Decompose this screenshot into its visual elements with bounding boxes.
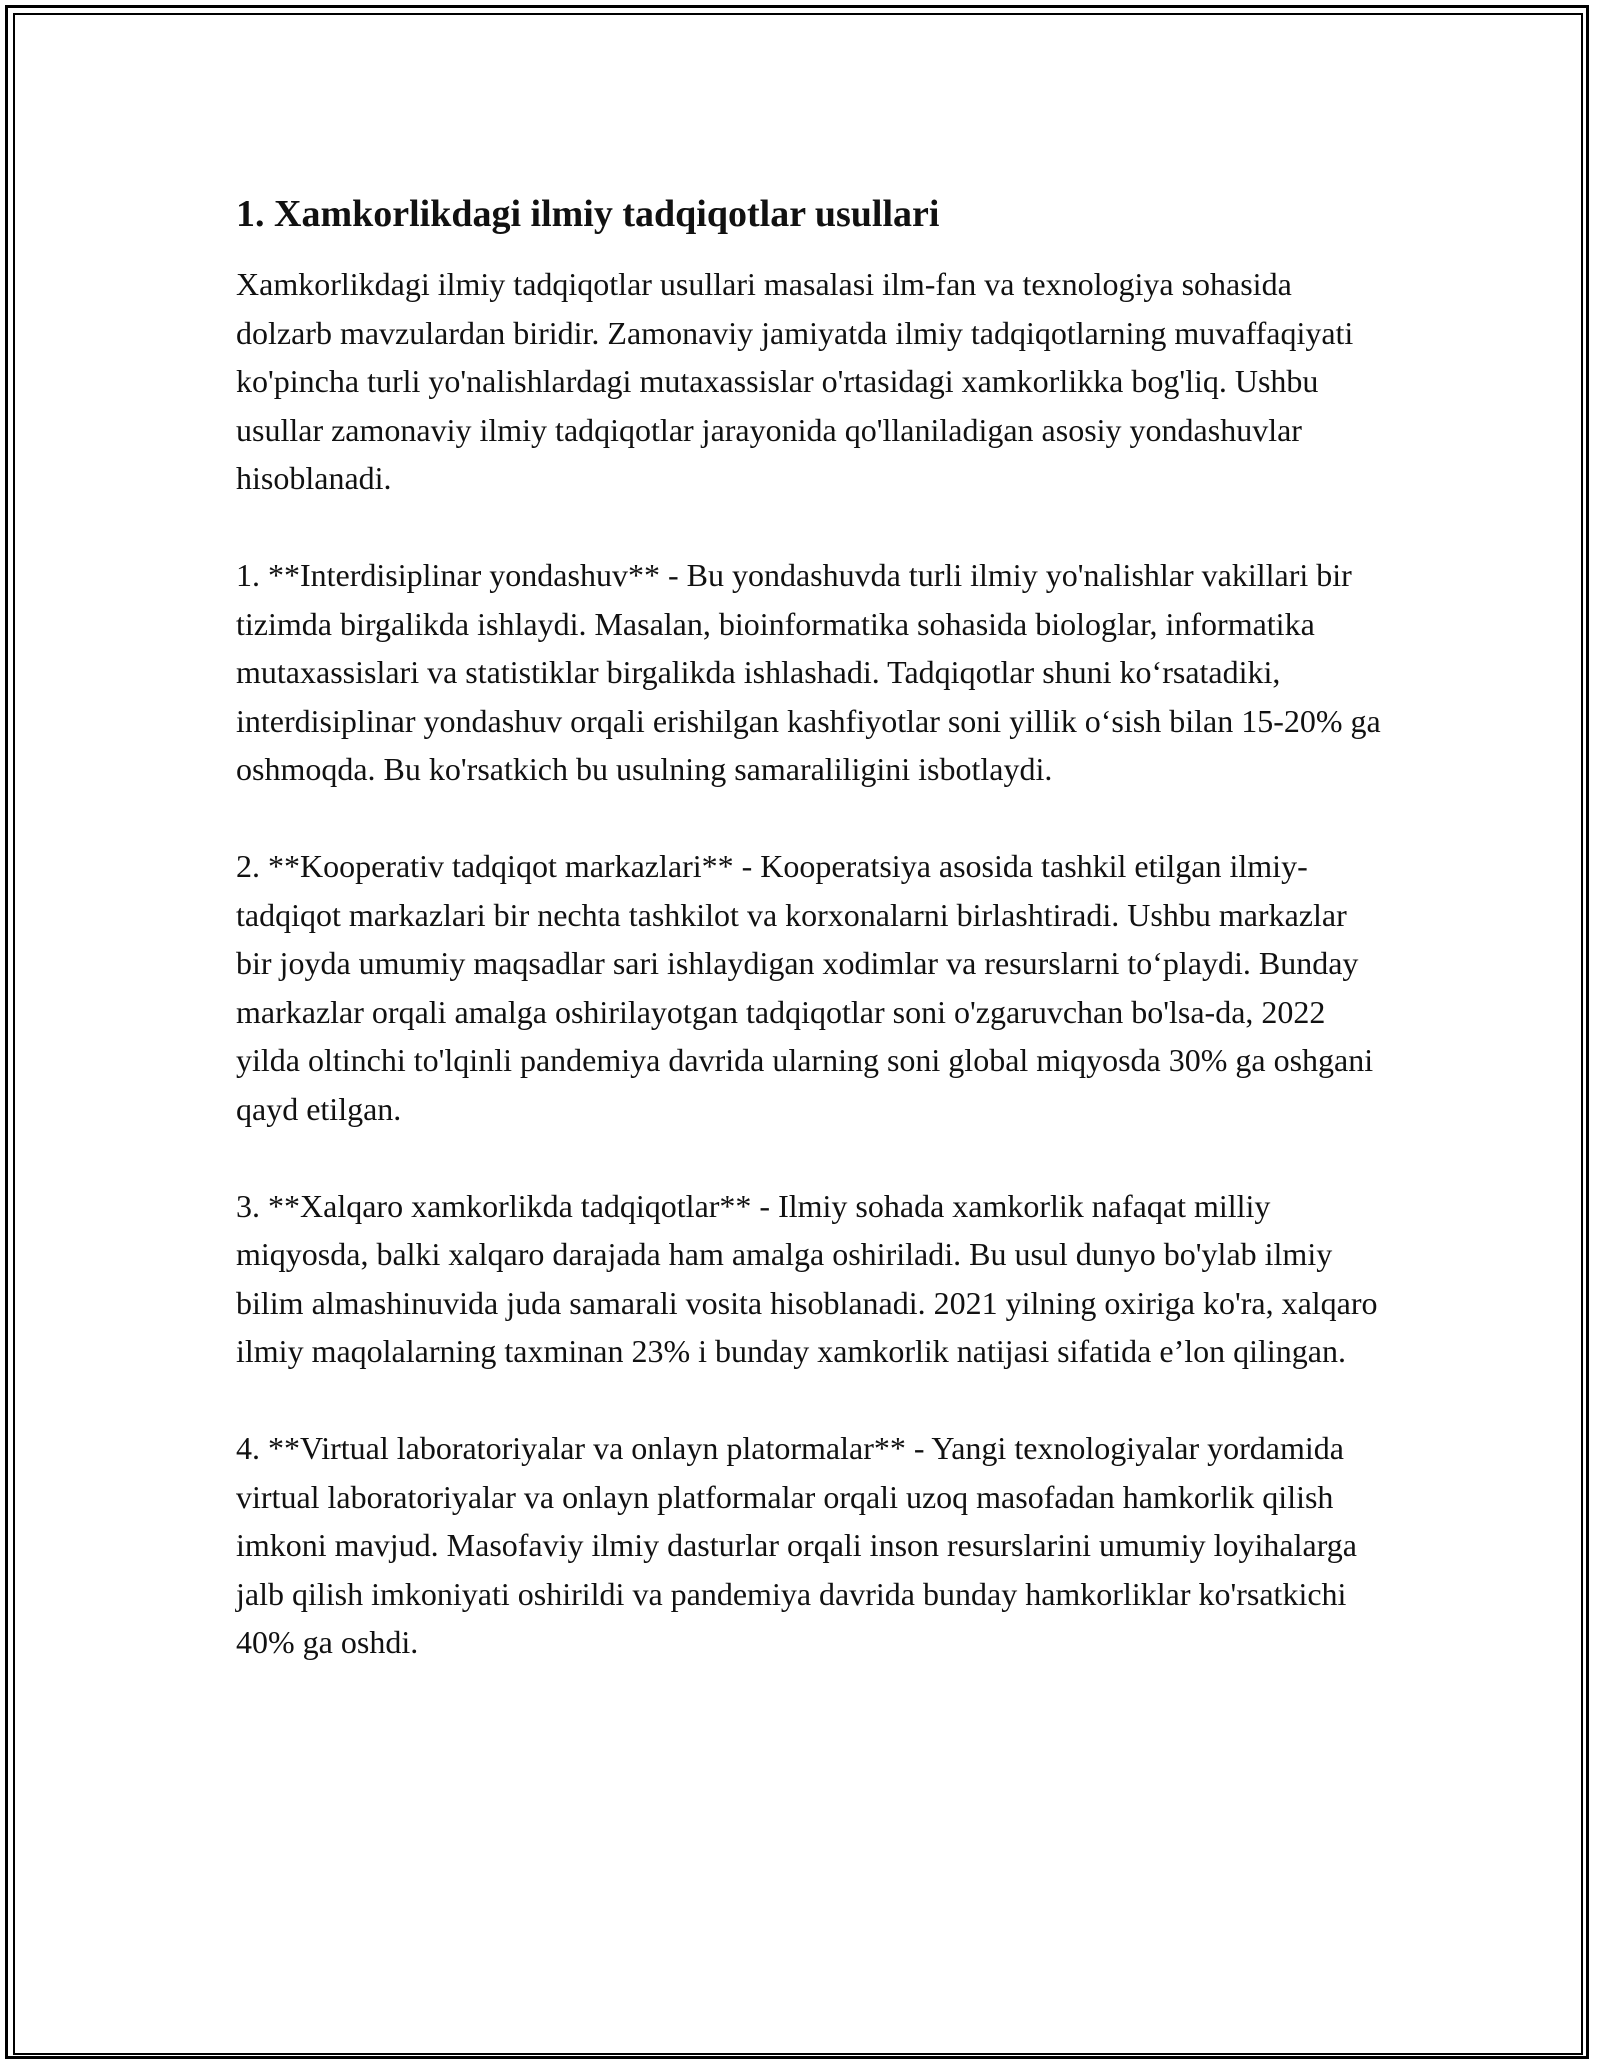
- list-item-international: 3. **Xalqaro xamkorlikda tadqiqotlar** - Ilmiy sohada xamkorlik nafaqat milliy miqyosda, balki xalqaro darajada ham amalga oshiriladi. Bu usul dunyo bo'ylab ilmiy bilim almashinuvida juda samarali vosita hisoblanadi. 2021 yilning oxiriga ko'ra, xalqaro ilmiy maqolalarning taxminan 23% i bunday xamkorlik natijasi sifatida e’lon qilingan.: [236, 1187, 1378, 1369]
- intro-paragraph: Xamkorlikdagi ilmiy tadqiqotlar usullari masalasi ilm-fan va texnologiya sohasida dolzarb mavzulardan biridir. Zamonaviy jamiyatda ilmiy tadqiqotlarning muvaffaqiyati ko'pincha turli yo'nalishlardagi mutaxassislar o'rtasidagi xamkorlikka bog'liq. Ushbu usullar zamonaviy ilmiy tadqiqotlar jarayonida qo'llaniladigan asosiy yondashuvlar hisoblanadi.: [236, 266, 1354, 496]
- list-item-cooperative-centers: 2. **Kooperativ tadqiqot markazlari** - Kooperatsiya asosida tashkil etilgan ilmiy-tadqiqot markazlari bir nechta tashkilot va korxonalarni birlashtiradi. Ushbu markazlar bir joyda umumiy maqsadlar sari ishlaydigan xodimlar va resurslarni to‘playdi. Bunday markazlar orqali amalga oshirilayotgan tadqiqotlar soni o'zgaruvchan bo'lsa-da, 2022 yilda oltinchi to'lqinli pandemiya davrida ularning soni global miqyosda 30% ga oshgani qayd etilgan.: [236, 848, 1374, 1127]
- document-body: [236, 188, 1386, 1715]
- section-heading: 1. Xamkorlikdagi ilmiy tadqiqotlar usullari: [236, 193, 940, 235]
- list-item-interdisciplinary: 1. **Interdisiplinar yondashuv** - Bu yondashuvda turli ilmiy yo'nalishlar vakillari bir tizimda birgalikda ishlaydi. Masalan, bioinformatika sohasida biologlar, informatika mutaxassislari va statistiklar birgalikda ishlashadi. Tadqiqotlar shuni ko‘rsatadiki, interdisiplinar yondashuv orqali erishilgan kashfiyotlar soni yillik o‘sish bilan 15-20% ga oshmoqda. Bu ko'rsatkich bu usulning samaraliligini isbotlaydi.: [236, 557, 1381, 787]
- list-item-virtual-labs: 4. **Virtual laboratoriyalar va onlayn platormalar** - Yangi texnologiyalar yordamida virtual laboratoriyalar va onlayn platformalar orqali uzoq masofadan hamkorlik qilish imkoni mavjud. Masofaviy ilmiy dasturlar orqali inson resurslarini umumiy loyihalarga jalb qilish imkoniyati oshirildi va pandemiya davrida bunday hamkorliklar ko'rsatkichi 40% ga oshdi.: [236, 1430, 1357, 1660]
